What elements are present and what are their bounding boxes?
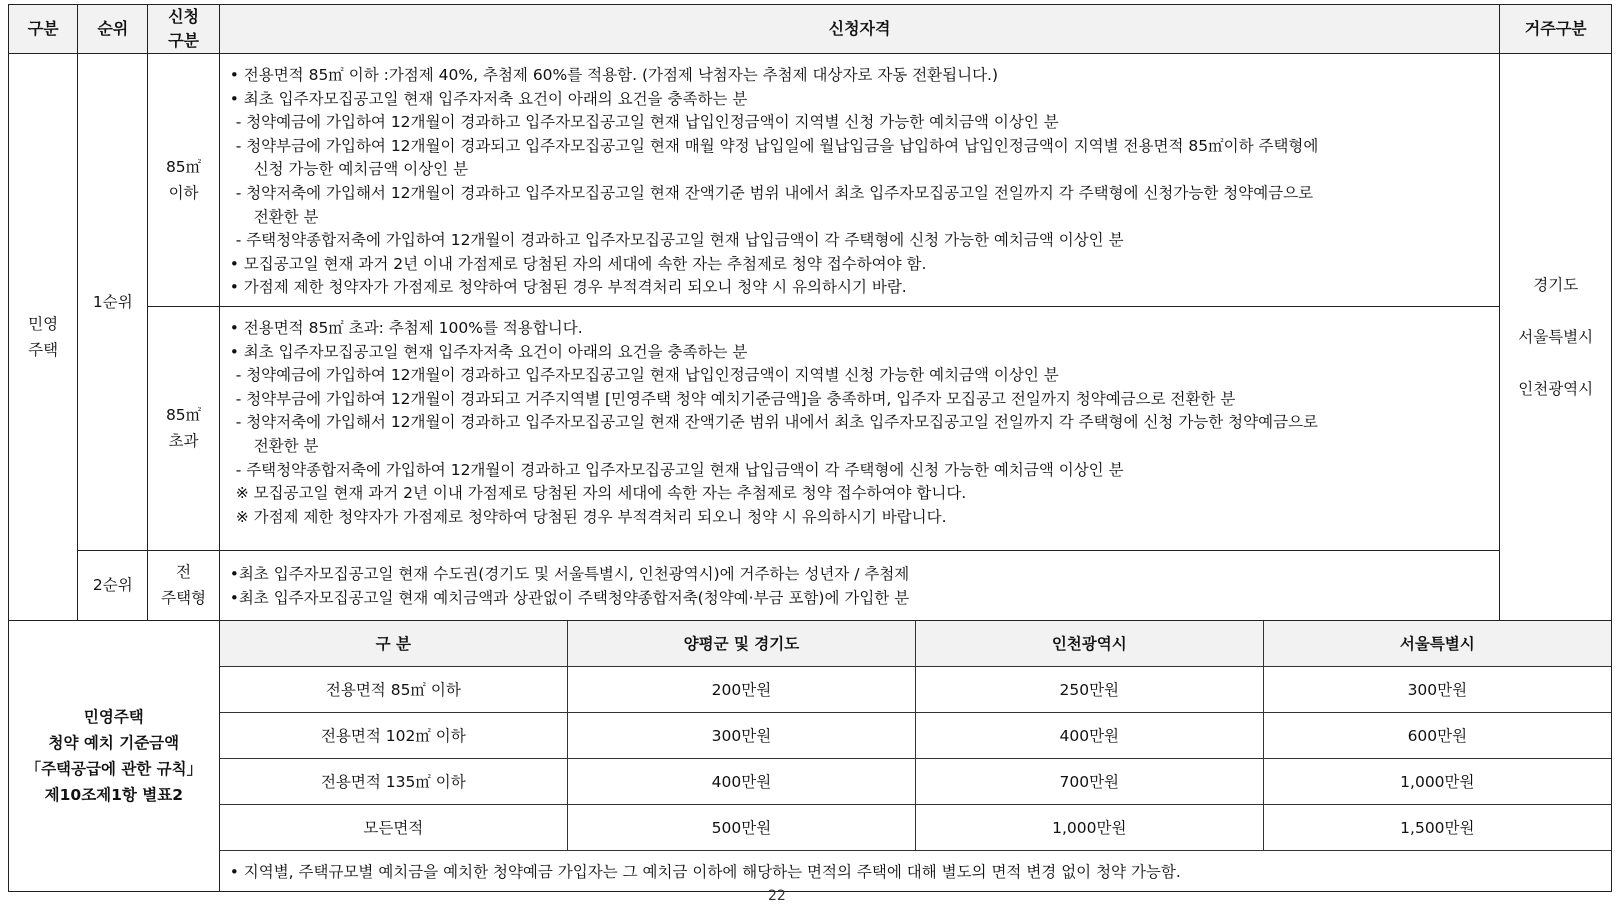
rank1-label: 1순위 [78,54,148,551]
deposit-amount: 1,000만원 [1263,758,1611,804]
deposit-header-incheon: 인천광역시 [915,621,1263,667]
text-line: ※ 모집공고일 현재 과거 2년 이내 가점제로 당첨된 자의 세대에 속한 자는 추첨제로 청약 접수하여야 합니다. [235,484,967,503]
qualification-over85 [219,306,1500,550]
deposit-amount: 1,500만원 [1263,804,1611,850]
text-line: • 가점제 제한 청약자가 가점제로 청약하여 당첨된 경우 부적격처리 되오니 청약 시 유의하시기 바람. [229,278,907,297]
region-seoul: 서울특별시 [1518,327,1594,346]
region-gyeonggi: 경기도 [1533,275,1579,294]
deposit-footnote: • 지역별, 주택규모별 예치금을 예치한 청약예금 가입자는 그 예치금 이하에 해당하는 면적의 주택에 대해 별도의 면적 변경 없이 청약 가능함. [220,850,1611,891]
deposit-amount: 200만원 [568,666,916,712]
deposit-row [220,712,1611,758]
header-qualification: 신청자격 [219,5,1500,54]
row-deposit-standard [9,620,1612,891]
text-line: •최초 입주자모집공고일 현재 예치금액과 상관없이 주택청약종합저축(청약예·부금 포함)에 가입한 분 [229,588,910,607]
type-over85: 85㎡ 초과 [148,306,219,550]
text-line: - 청약저축에 가입해서 12개월이 경과하고 입주자모집공고일 현재 잔액기준 범위 내에서 최초 입주자모집공고일 전일까지 각 주택형에 신청 가능한 청약예금으로 [235,413,1319,432]
deposit-amount: 1,000만원 [915,804,1263,850]
text-line: • 전용면적 85㎡ 이하 :가점제 40%, 추첨제 60%를 적용함. (가점제 낙첨자는 추첨제 대상자로 자동 전환됩니다.) [229,66,999,84]
deposit-header-gyeonggi: 양평군 및 경기도 [568,621,916,667]
qualification-rank2 [219,550,1500,620]
deposit-amount: 400만원 [915,712,1263,758]
deposit-amount: 500만원 [568,804,916,850]
text-line: •최초 입주자모집공고일 현재 수도권(경기도 및 서울특별시, 인천광역시)에 거주하는 성년자 / 추첨제 [229,564,910,583]
row-rank1-under85 [9,54,1612,307]
deposit-area: 전용면적 85㎡ 이하 [220,666,568,712]
deposit-amount: 700만원 [915,758,1263,804]
text-line: - 청약부금에 가입하여 12개월이 경과되고 입주자모집공고일 현재 매월 약정 납입일에 월납입금을 납입하여 납입인정금액이 지역별 전용면적 85㎡이하 주택형에 [235,136,1319,155]
deposit-area: 전용면적 135㎡ 이하 [220,758,568,804]
deposit-table [220,621,1611,891]
deposit-footnote-row [220,850,1611,891]
deposit-amount: 300만원 [1263,666,1611,712]
row-rank2 [9,550,1612,620]
page-number: 22 [768,888,786,904]
header-row [9,5,1612,54]
deposit-amount: 250만원 [915,666,1263,712]
text-line: 전환한 분 [253,207,319,226]
deposit-area: 모든면적 [220,804,568,850]
text-line: - 청약저축에 가입해서 12개월이 경과하고 입주자모집공고일 현재 잔액기준 범위 내에서 최초 입주자모집공고일 전일까지 각 주택형에 신청가능한 청약예금으로 [235,183,1314,202]
row-rank1-over85 [9,306,1612,550]
text-line: • 전용면적 85㎡ 초과: 추첨제 100%를 적용합니다. [229,318,583,337]
rank2-label: 2순위 [78,550,148,620]
text-line: ※ 가점제 제한 청약자가 가점제로 청약하여 당첨된 경우 부적격처리 되오니 청약 시 유의하시기 바랍니다. [235,507,947,526]
residence-regions [1500,54,1612,621]
deposit-amount: 300만원 [568,712,916,758]
region-incheon: 인천광역시 [1518,379,1594,398]
deposit-header-row [220,621,1611,667]
text-line: • 최초 입주자모집공고일 현재 입주자저축 요건이 아래의 요건을 충족하는 분 [229,89,748,108]
deposit-amount: 400만원 [568,758,916,804]
deposit-row [220,804,1611,850]
text-line: - 청약예금에 가입하여 12개월이 경과하고 입주자모집공고일 현재 납입인정금액이 지역별 신청 가능한 예치금액 이상인 분 [235,366,1059,385]
text-line: - 청약부금에 가입하여 12개월이 경과되고 거주지역별 [민영주택 청약 예치기준금액]을 충족하며, 입주자 모집공고 전일까지 청약예금으로 전환한 분 [235,389,1236,408]
text-line: - 청약예금에 가입하여 12개월이 경과하고 입주자모집공고일 현재 납입인정금액이 지역별 신청 가능한 예치금액 이상인 분 [235,113,1059,132]
text-line: 신청 가능한 예치금액 이상인 분 [253,160,469,179]
deposit-standard-label: 민영주택 청약 예치 기준금액 「주택공급에 관한 규칙」 제10조제1항 별표2 [9,620,220,891]
text-line: - 주택청약종합저축에 가입하여 12개월이 경과하고 입주자모집공고일 현재 납입금액이 각 주택형에 신청 가능한 예치금액 이상인 분 [235,460,1124,479]
type-all: 전 주택형 [148,550,219,620]
header-rank: 순위 [78,5,148,54]
header-apply-type: 신청 구분 [148,5,219,54]
deposit-row [220,666,1611,712]
qualification-under85 [219,54,1500,307]
deposit-amount: 600만원 [1263,712,1611,758]
deposit-header-seoul: 서울특별시 [1263,621,1611,667]
type-under85: 85㎡ 이하 [148,54,219,307]
category-private-housing: 민영 주택 [9,54,78,621]
document-page [8,4,1612,892]
qualification-table [8,4,1612,892]
header-residence: 거주구분 [1500,5,1612,54]
header-category: 구분 [9,5,78,54]
text-line: • 최초 입주자모집공고일 현재 입주자저축 요건이 아래의 요건을 충족하는 분 [229,342,748,361]
deposit-row [220,758,1611,804]
deposit-table-cell [219,620,1611,891]
deposit-header-category: 구 분 [220,621,568,667]
text-line: • 모집공고일 현재 과거 2년 이내 가점제로 당첨된 자의 세대에 속한 자는 추첨제로 청약 접수하여야 함. [229,254,927,273]
text-line: 전환한 분 [253,436,319,455]
text-line: - 주택청약종합저축에 가입하여 12개월이 경과하고 입주자모집공고일 현재 납입금액이 각 주택형에 신청 가능한 예치금액 이상인 분 [235,231,1124,250]
deposit-area: 전용면적 102㎡ 이하 [220,712,568,758]
